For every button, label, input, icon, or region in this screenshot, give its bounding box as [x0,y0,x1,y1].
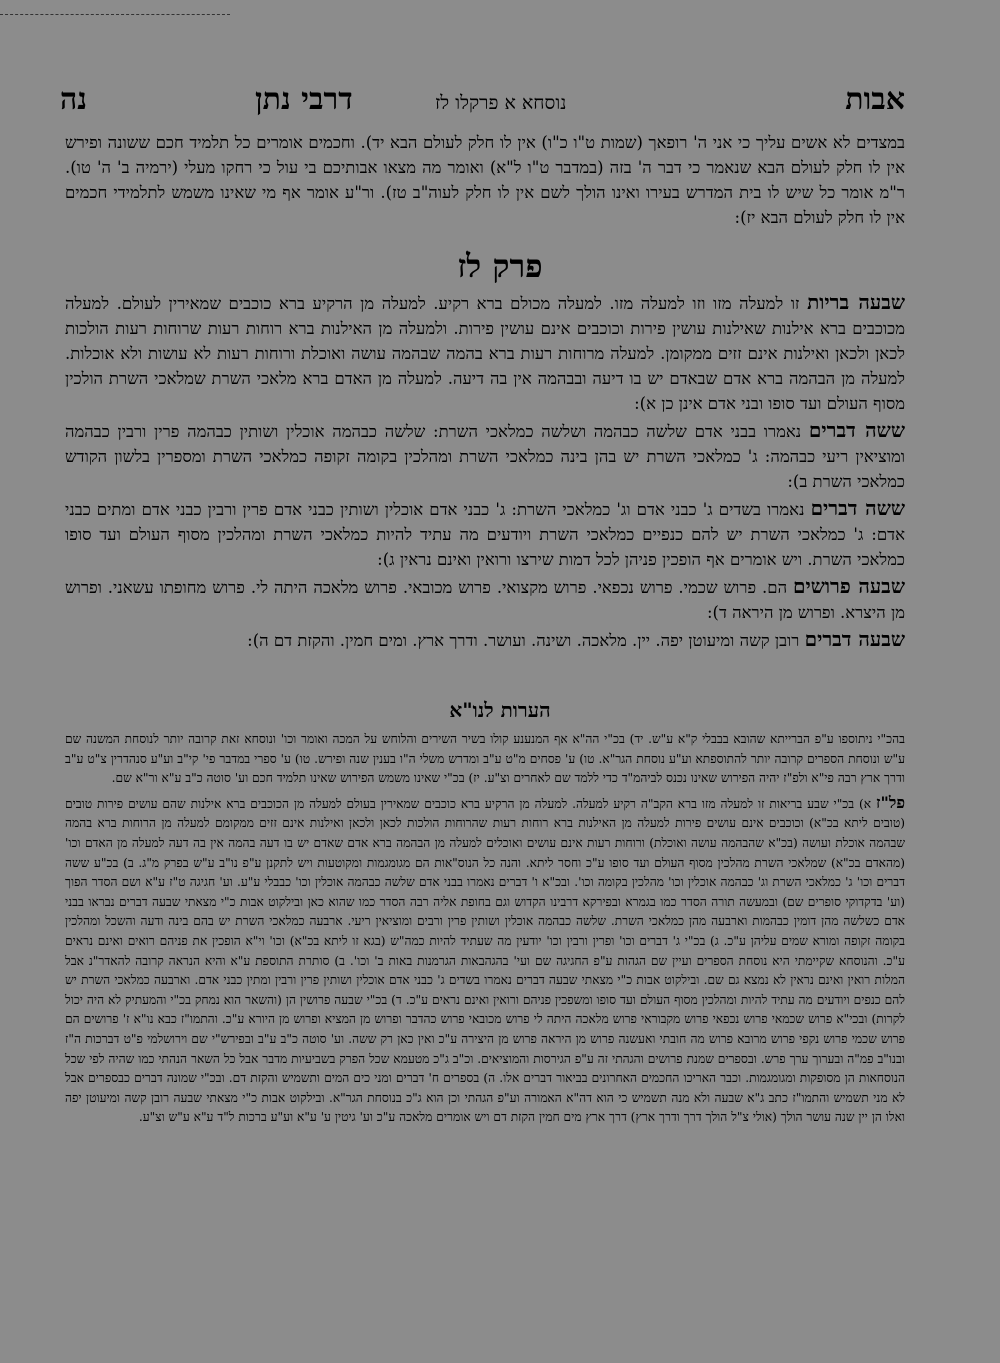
footnote-chapter-marker: פל"ז [876,792,906,812]
paragraph-text: זו למעלה מזו וזו למעלה מזו. למעלה מכולם ברא רקיע. למעלה מן הרקיע ברא כוכבים שמאירין לעולם. למעלה מכוכבים ברא אילנות שאילנות עושין פירות וכוכבים אינם עושין פירות. ולמעלה מן האילנות ברא רוחות רעות שרוחות רעות הולכות לכאן ולכאן ואילנות אינם זזים ממקומן. למעלה מרוחות רעות ברא בהמה שבהמה עושה ואוכלת ורוחות רעות לא עושות ולא אוכלות. למעלה מן הבהמה ברא אדם שבאדם יש בו דיעה ובבהמה אין בה דיעה. למעלה מן האדם ברא מלאכי השרת שמלאכי השרת הולכין מסוף העולם ועד סופו ובני אדם אינן כן א): [65,294,905,413]
intro-paragraph: במצדים לא אשים עליך כי אני ה' רופאך (שמות ט"ו כ"ו) אין לו חלק לעולם הבא יד). וחכמים אומרים כל תלמיד חכם ששונה ופירש אין לו חלק לעולם הבא שנאמר כי דבר ה' בזה (במדבר ט"ו ל"א) ואומר מה מצאו אבותיכם בי עול כי רחקו מעלי (ירמיה ב' ה' טו). ר"מ אומר כל שיש לו בית המדרש בעירו ואינו הולך לשם אין לו חלק לעוה"ב טז). ור"ע אומר אף מי שאינו משמש לתלמידי חכמים אין לו חלק לעולם הבא יז): [65,133,905,227]
footnote-text: א) בכ"י שבע בריאות זו למעלה מזו ברא הקב"ה רקיע למעלה. למעלה מן הרקיע ברא כוכבים שמאירין בעולם למעלה מן הכוכבים ברא אילנות שהם עושים פירות טובים (טובים ליתא בכ"א) וכוכבים אינם עושים פירות למעלה מן האילנות ברא רוחות רעות שהרוחות הולכות לכאן ולכאן ואילנות אינם זזים ממקומם למעלה מן הרוחות ברא בהמה שבהמה אוכלת ועושה (בכ"א שהבהמה עושה ואוכלת) ורוחות רעות אינם עושים ואוכלים למעלה מן הבהמה ברא אדם שאדם יש בו דעה בהמה אין בה דעה למעלה מן האדם וכו' (מהאדם בכ"א) שמלאכי השרת מהלכין מסוף העולם ועד סופו ע"כ וחסר ליתא. והנה כל הנוס"אות הם מגומגמות ומקוטעות ויש לתקנן ע"פ נו"ב ע"ש בפרק מ"ג. ב) בכ"ע ששה דברים וכו' ג' כמלאכי השרת וג' כבהמה אוכלין וכו' מהלכין בקומה וכו'. ובכ"א ו' דברים נאמרו בבני אדם שלשה כבהמה אוכלין וכו' כבבלי ע"ע. וע' חגיגה ט"ז ע"א ושם הסדר הפוך (וע' בדקדוקי סופרים שם) ובמעשה תורה הסדר כמו בגמרא ובפירקא דרבינו הקדוש וגם בחופת אליה רבה הסדר כמו שהוא כאן ובילקוט אבות כ"י מצאתי שבעה דברים נבראו בבני אדם כשלשה מהן דומין כבהמות וארבעה מהן כמלאכי השרת. שלשה כבהמה אוכלין ושותין פרין ורבים ומוציאין ריעי. ארבעה כמלאכי השרת יש בהם בינה ודעה והשכל ומהלכין בקומה זקופה ומורא שמים עליהן ע"כ. ג) בכ"י ג' דברים וכו' ופרין ורבין וכו' יודעין מה שעתיד להיות כמה"ש (בגא זו ליתא בכ"א) וכו' וי"א הופכין את פניהם רואים ואינם נראים ע"כ. והנוסחא שקיימתי היא נוסחת הספרים ועיין שם הגהות ע"פ החגיגה שם ועי' בהגהבאות הגרמנות באות ב' וכו'. ב) סותרת התוספת ע"א והיא הנראה קרובה להאדר"נ אבל המלות רואין ואינם נראין לא נמצא גם שם. ובילקוט אבות כ"י מצאתי שבעה דברים נאמרו בשדים ג' כבני אדם אוכלין ושותין פרין ורבין ומתין כבני אדם. וארבעה כמלאכי השרת יש להם כנפים ויודעים מה עתיד להיות ומהלכין מסוף העולם ועד סופו ומשפכין פניהם ורואין ואינם נראים ע"כ. ד) בכ"י שבעה פרושין הן (והשאר הוא נמחק בכ"י והמעתיק לא היה יכול לקרות) ובכי"א פרוש שכמאי פרוש נכפאי פרוש מקבוראי פרוש מלאכה היתה לי פרוש מכובאי פרוש כהדבר ופרוש מן המציא ופרוש מן היורא ע"כ. והתמו"ז כבא נו"א ז' פרושים הם פרוש שכמי פרוש נקפי פרוש מרובא פרוש מה חובתי ואעשנה פרוש מן היראה פרוש מן היצירה ע"כ ואין כאן רק ששה. וע' סוטה כ"ב ע"ב ובפירש"י שם וירושלמי פ"ט דברכות ה"ז ובנו"ב פמ"ה ובערוך ערך פרש. ובספרים שמנת פרושים והגהתי זה ע"פ הגירסות והמוציאים. וכ"ב ג"כ מטעמא שכל הפרק בשביעיות מדבר אבל כל השאר הנהתי כמו שהיה לפי שכל הנוסחאות הן מסופקות ומגומגמות. וכבר האריכו החכמים האחרונים בביאור דברים אלו. ה) בספרים ח' דברים ומני כים המים ותשמיש והקזת דם. ובכ"י שמונה דברים כבספרים אבל לא מני תשמיש והתמו"ז כתב ג"א שבעה ולא מנה תשמיש כי הוא דה"א האמורה וע"פ הגהתי וכן הוא ג"כ בנוסחת הגר"א. ובילקוט אבות כ"י מצאתי שבעה רובן קשה ומיעוטן יפה ואלו הן יין שנה עושר הולך (אולי צ"ל הולך דרך ודרך ארץ) דרך ארץ מים חמין הקזת דם ויש אומרים מלאכה ע"כ וע' גיטין ע' ע"א וע"ע ברכות ל"ד ע"א ע"ש וצ"ע. [65,796,905,1125]
paragraph-lead-word: שבעה בריות [807,290,906,314]
page-number: נה [60,82,88,117]
paragraph-lead-word: ששה דברים [808,418,906,442]
paragraph-text: נאמרו בבני אדם שלשה כבהמה ושלשה כמלאכי השרת: שלשה כבהמה אוכלין ושותין כבהמה פרין ורבין כבהמה ומוציאין ריעי כבהמה: ג' כמלאכי השרת יש בהן בינה כמלאכי השרת ומהלכין בקומה זקופה כמלאכי השרת ומספרין בלשון הקודש כמלאכי השרת ב): [65,422,905,491]
mishnah-paragraph [65,290,905,416]
paragraph-lead-word: ששה דברים [810,496,906,520]
paragraph-lead-word: שבעה פרושים [793,574,905,598]
running-header [60,82,905,122]
chapter-body [65,290,905,655]
mishnah-paragraph [65,496,905,572]
paragraph-lead-word: שבעה דברים [804,627,905,651]
header-work-title: דרבי נתן [255,82,353,117]
footnote-paragraph [65,793,905,1128]
header-edition-info: נוסחא א פרקלו לז [435,92,567,114]
chapter-title: פרק לז [457,247,543,285]
notes-title: הערות לנו"א [449,698,551,722]
header-book-title: אבות [845,82,905,117]
paragraph-text: נאמרו בשדים ג' כבני אדם וג' כמלאכי השרת: ג' כבני אדם אוכלין ושותין כבני אדם פרין ורבין כבני אדם ומתים כבני אדם: ג' כמלאכי השרת יש להם כנפיים כמלאכי השרת ויודעים מה עתיד להיות כמלאכי השרת ומהלכין מסוף העולם ועד סופו כמלאכי השרת. ויש אומרים אף הופכין פניהן לכל דמות שירצו ורואין ואינם נראין ג): [65,500,905,569]
mishnah-paragraph [65,574,905,625]
footnote-text: בהכ"י ניתוספו ע"פ הברייתא שהובא בבבלי ק"א ע"ש. יד) בכ"י הה"א אף המנענע קולו בשיר השירים והלוחש על המכה ואומר וכו' ונוסחא זאת קרובה יותר לנוסחת המשנה שם ע"ש ונוסחת הספרים קרובה יותר להתוספתא וע"ע נוסחת הגר"א. טו) ע' פסחים מ"ט ע"ב ומדרש משלי ה"ו בענין שנה ופירש. טו) ע' ספרי במדבר פי' קי"ב וע"ע סנהדרין צ"ט ע"ב ודרך ארץ רבה פי"א ולפ"ז יהיה הפירוש שאינו נכנס לביהמ"ד כדי ללמד שם לאחרים וצ"ע. יז) בכ"י שאינו משמש הפירוש שאינו תלמיד חכם וע' סוטה כ"ב ע"א ור"א שם. [65,732,905,786]
mishnah-paragraph [65,418,905,494]
paragraph-text: הם. פרוש שכמי. פרוש נכפאי. פרוש מקצואי. פרוש מכובאי. פרוש מלאכה היתה לי. פרוש מחופתו עשאני. ופרוש מן היצרא. ופרוש מן היראה ד): [65,578,905,622]
intro-text-block [65,130,905,232]
mishnah-paragraph [65,627,905,653]
scan-artifact [0,0,230,15]
footnote-paragraph [65,730,905,789]
footnotes-block [65,730,905,1132]
paragraph-text: רובן קשה ומיעוטן יפה. יין. מלאכה. ושינה. ועושר. ודרך ארץ. ומים חמין. והקזת דם ה): [247,631,800,650]
